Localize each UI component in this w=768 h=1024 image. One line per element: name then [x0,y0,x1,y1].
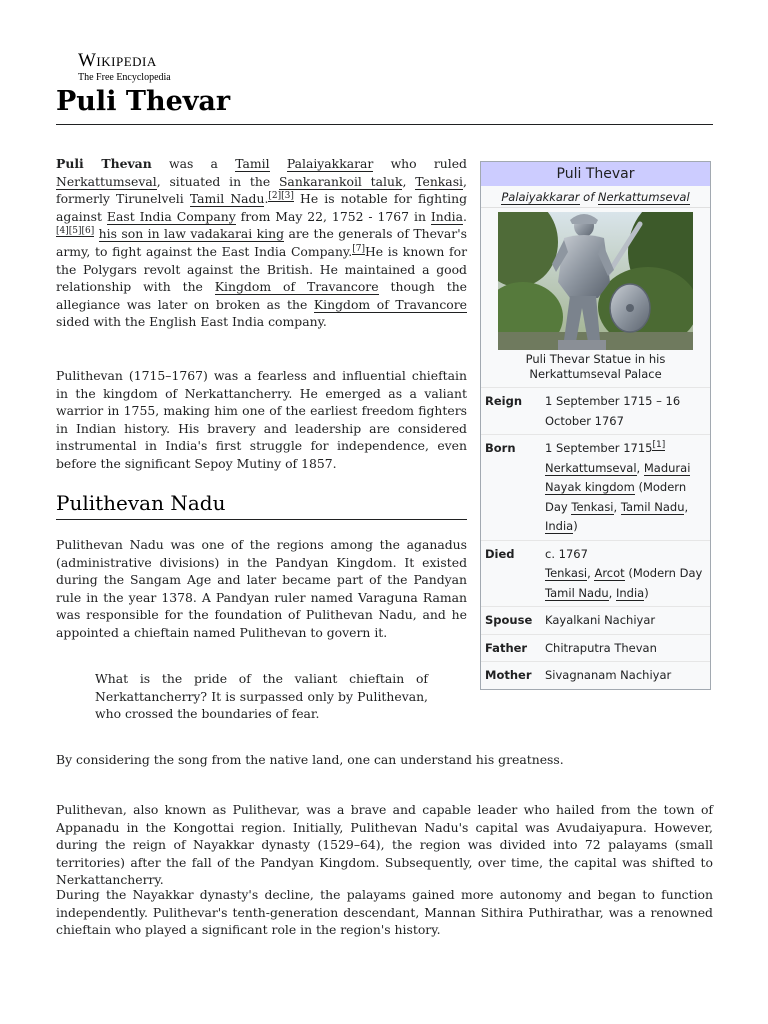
paragraph-pulithevan-nadu: Pulithevan Nadu was one of the regions among the aganadus (administrative divisions) in the Pandyan Kingdom. It existed during the Sangam Age and later became part of the Pandyan rule in the year 1378. A Pandyan ruler named Varaguna Raman was responsible for the foundation of Pulithevan Nadu, and he appointed a chieftain named Pulithevan to govern it. [56,537,467,640]
article-subject: Puli Thevan [56,156,152,171]
link-east-india-company[interactable]: East India Company [106,208,236,224]
infobox-link-arcot[interactable]: Arcot [594,566,625,580]
infobox-row-reign [481,387,710,434]
link-kingdom-of-travancore[interactable]: Kingdom of Travancore [214,279,379,295]
infobox-row-born [481,434,710,540]
infobox-label-spouse: Spouse [485,613,533,627]
page-title: Puli Thevar [56,86,231,117]
infobox-row-spouse [481,606,710,634]
infobox-link-tamil-nadu-died[interactable]: Tamil Nadu [545,585,609,600]
infobox-label-reign: Reign [485,394,523,408]
wikipedia-logo[interactable] [78,50,218,84]
link-palaiyakkarar[interactable]: Palaiyakkarar [286,156,374,171]
infobox-link-tenkasi-died[interactable]: Tenkasi [545,566,588,580]
infobox-label-father: Father [485,640,528,655]
infobox-row-father [481,634,710,662]
citation-4[interactable]: [4] [56,226,69,237]
infobox-label-mother: Mother [485,668,532,682]
link-tamil[interactable]: Tamil [235,156,270,171]
logo-tagline: The Free Encyclopedia [78,72,171,83]
infobox-link-nerkattumseval[interactable]: Nerkattumseval [597,190,690,204]
infobox-link-nerkattumseval-born[interactable]: Nerkattumseval [545,460,637,475]
infobox-value-died: c. 1767 Tenkasi, Arcot (Modern Day Tamil Nadu, India) [545,546,703,600]
blockquote: What is the pride of the valiant chieftain of Nerkattancherry? It is surpassed only by Pulithevan, who crossed the boundaries of fear. [95,671,428,722]
infobox-row-died [481,540,710,607]
link-sankarankoil-taluk[interactable]: Sankarankoil taluk [278,173,403,189]
paragraph-history: Pulithevan, also known as Pulithevar, was a brave and capable leader who hailed from the town of Appanadu in the Kongottai region. Initially, Pulithevan Nadu's capital was Avudaiyapura. However, during the reign of Nayakkar dynasty (1529–64), the region was divided into 72 palayams (small territories) after the fall of the Pandyan Kingdom. Subsequently, over time, the capital was shifted to Nerkattancherry. [56,802,713,888]
infobox [480,161,711,690]
link-nerkattumseval[interactable]: Nerkattumseval [56,173,157,189]
section-divider [56,519,467,520]
lead-paragraph: Puli Thevan was a Tamil Palaiyakkarar who ruled Nerkattumseval, situated in the Sankarankoil taluk, Tenkasi, formerly Tirunelveli Tamil Nadu.[2][3] He is notable for fighting against East India Company from May 22, 1752 - 1767 in India.[4][5][6] his son in law vadakarai king are the generals of Thevar's army, to fight against the East India Company.[7]He is known for the Polygars revolt against the British. He maintained a good relationship with the Kingdom of Travancore though the allegiance was later on broken as the Kingdom of Travancore sided with the English East India company. [56,156,468,330]
citation-3[interactable]: [3] [281,191,294,202]
link-son-in-law[interactable]: his son in law vadakarai king [98,226,285,242]
infobox-value-mother: Sivagnanam Nachiyar [545,668,672,682]
paragraph-song: By considering the song from the native land, one can understand his greatness. [56,752,564,767]
section-heading-pulithevan-nadu: Pulithevan Nadu [56,491,226,515]
citation-5[interactable]: [5] [68,226,82,237]
infobox-image-caption: Puli Thevar Statue in his Nerkattumseval Palace [525,352,666,381]
citation-1[interactable]: [1] [652,440,666,451]
infobox-label-born: Born [485,441,516,455]
infobox-value-reign: 1 September 1715 – 16 October 1767 [545,394,681,428]
infobox-link-madurai-nayak-kingdom[interactable]: Madurai Nayak kingdom [545,460,691,494]
infobox-link-tamil-nadu-born[interactable]: Tamil Nadu [620,499,685,514]
infobox-label-died: Died [485,546,515,561]
link-kingdom-of-travancore-2[interactable]: Kingdom of Travancore [313,296,467,312]
infobox-row-mother [481,661,710,689]
infobox-link-india-died[interactable]: India [615,585,645,600]
statue-image [498,212,693,350]
infobox-title: Puli Thevar [481,162,710,186]
citation-7[interactable]: [7] [352,243,365,254]
link-tamil-nadu[interactable]: Tamil Nadu [189,191,265,207]
link-india[interactable]: India [430,208,464,224]
citation-2[interactable]: [2] [268,191,282,202]
title-divider [56,124,713,125]
infobox-value-father: Chitraputra Thevan [545,640,657,655]
infobox-link-tenkasi-born[interactable]: Tenkasi [571,499,614,514]
infobox-value-spouse: Kayalkani Nachiyar [545,613,656,627]
infobox-subtitle: Palaiyakkarar of Nerkattumseval [481,186,710,208]
infobox-value-born: 1 September 1715[1] Nerkattumseval, Madurai Nayak kingdom (Modern Day Tenkasi, Tamil Nadu, India) [545,440,691,533]
statue-photo[interactable] [498,212,693,350]
citation-6[interactable]: [6] [81,226,95,237]
paragraph-early-life: Pulithevan (1715–1767) was a fearless and influential chieftain in the kingdom of Nerkattancherry. He emerged as a valiant warrior in 1755, making him one of the earliest freedom fighters in Indian history. His bravery and leadership are considered instrumental in India's first struggle for independence, even before the significant Sepoy Mutiny of 1857. [56,368,467,471]
infobox-link-india-born[interactable]: India [545,519,574,533]
infobox-link-palaiyakkarar[interactable]: Palaiyakkarar [501,190,580,204]
link-tenkasi[interactable]: Tenkasi [415,173,464,189]
logo-wordmark: Wikipedia [78,50,157,71]
paragraph-decline: During the Nayakkar dynasty's decline, the palayams gained more autonomy and began to function independently. Pulithevar's tenth-generation descendant, Mannan Sithira Puthirathar, was a renowned chieftain who played a significant role in the region's history. [56,887,713,938]
